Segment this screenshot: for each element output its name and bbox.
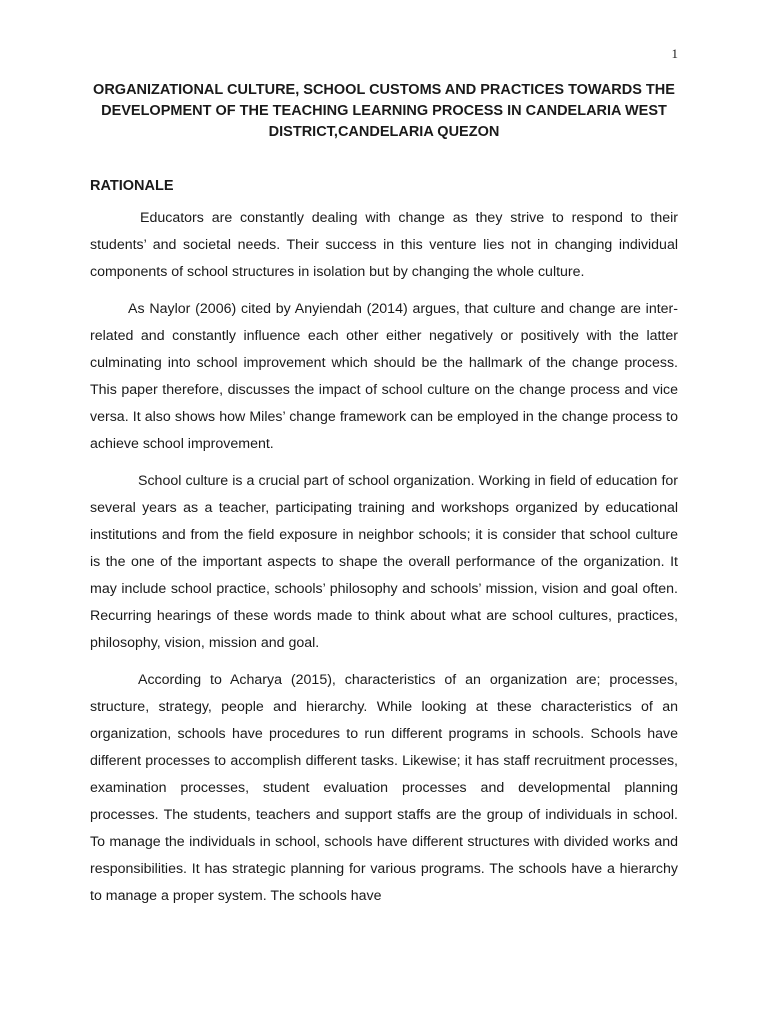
paragraph: School culture is a crucial part of school organization. Working in field of education for several years as a teacher, participating training and workshops organized by educational institutions and from the field exposure in neighbor schools; it is consider that school culture is the one of the important aspects to shape the overall performance of the organization. It may include school practice, schools’ philosophy and schools’ mission, vision and goal often. Recurring hearings of these words made to think about what are school cultures, practices, philosophy, vision, mission and goal. [90, 473, 678, 651]
document-title: ORGANIZATIONAL CULTURE, SCHOOL CUSTOMS AND PRACTICES TOWARDS THE DEVELOPMENT OF THE TEACHING LEARNING PROCESS IN CANDELARIA WEST DISTRICT,CANDELARIA QUEZON [93, 82, 675, 140]
paragraph: According to Acharya (2015), characteristics of an organization are; processes, structure, strategy, people and hierarchy. While looking at these characteristics of an organization, schools have procedures to run different programs in schools. Schools have different processes to accomplish different tasks. Likewise; it has staff recruitment processes, examination processes, student evaluation processes and developmental planning processes. The students, teachers and support staffs are the group of individuals in school. To manage the individuals in school, schools have different structures with divided works and responsibilities. It has strategic planning for various programs. The schools have a hierarchy to manage a proper system. The schools have [90, 672, 678, 904]
section-body [90, 205, 678, 920]
paragraph: As Naylor (2006) cited by Anyiendah (2014) argues, that culture and change are inter-related and constantly influence each other either negatively or positively with the latter culminating into school improvement which should be the hallmark of the change process. This paper therefore, discusses the impact of school culture on the change process and vice versa. It also shows how Miles’ change framework can be employed in the change process to achieve school improvement. [90, 301, 678, 452]
page-number: 1 [671, 46, 678, 61]
section-heading: RATIONALE [90, 178, 174, 194]
paragraph: Educators are constantly dealing with change as they strive to respond to their students’ and societal needs. Their success in this venture lies not in changing individual components of school structures in isolation but by changing the whole culture. [90, 210, 678, 280]
